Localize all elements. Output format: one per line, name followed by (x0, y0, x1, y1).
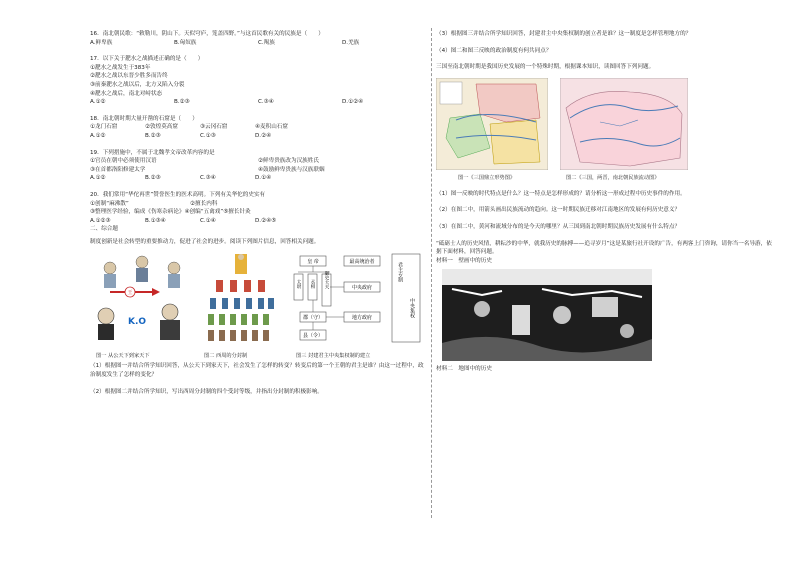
q18-item-2: ②敦煌莫高窟 (145, 124, 178, 131)
q17-choice-b: B.②③ (174, 99, 190, 106)
map-row (436, 78, 772, 181)
q20-choice-a: A.①②③ (90, 217, 111, 224)
q19-item-2: ②鲜卑贵族改为汉族姓氏 (258, 158, 319, 165)
q17-item-1: ①淝水之战发生于383年 (90, 64, 151, 71)
figure-3-caption: 图三 封建君主中央集权制的建立 (296, 353, 371, 360)
fig3-yushi: 御史大夫 (324, 271, 329, 290)
travel-intro: “砥砺士人的历史风情，耕耘沙的中华，就我历史的脉搏——追寻岁月”这是某旅行社开设的广告，有两客上门咨询，请你当一名导游，依据下面材料，回答问题。 (436, 240, 772, 256)
q17-item-2: ②淝水之战以东晋少胜多而告终 (90, 73, 168, 80)
fig3-chengxiang: 丞相 (310, 279, 315, 289)
fig3-taiwei: 太尉 (296, 279, 301, 289)
q19-item-4: ④鼓励鲜卑贵族与汉族联姻 (258, 166, 325, 173)
q16-option-d: D.羌族 (342, 39, 360, 46)
q19-item-1: ①官员在朝中必须使用汉语 (90, 158, 157, 165)
map-question-2: （2）在图二中，用箭头画出民族流动的趋向。这一时期民族迁移对江南地区的发展有何历史意义？ (436, 207, 681, 214)
q20-choice-b: B.①③④ (145, 217, 166, 224)
q20-choice-d: D.②④⑤ (255, 217, 277, 224)
map-question-1: （1）图一反映的时代特点是什么？这一特点是怎样形成的？请分析这一形成过程中历史事件的作用。 (436, 190, 686, 197)
intro-period: 三国至南北朝时期是我国历史发展的一个特殊时期，根据课本知识，读图回答下列问题。 (436, 64, 655, 71)
q16-option-c: C.羯族 (258, 39, 275, 46)
q17-item-4: ④淝水之战后，南北对峙状态 (90, 90, 163, 97)
figure-1-caption: 图一 从公天下到家天下 (96, 353, 150, 360)
figure-1-ko-text: K.O (128, 317, 147, 328)
map-1-caption: 图一《三国鼎立形势图》 (458, 174, 516, 181)
q17-item-3: ③前秦淝水之战以后，北方又陷入分裂 (90, 81, 185, 88)
three-kingdoms-map (436, 78, 548, 170)
mural-image (442, 269, 652, 361)
fig3-side2: 中央集权 (409, 298, 415, 319)
q19-choice-a: A.①② (90, 175, 106, 182)
q20-item-3-4-5 (90, 208, 426, 217)
right-column (436, 30, 772, 374)
mural-photo (442, 269, 652, 361)
q19-choice-c: C.③④ (200, 175, 216, 182)
subquestion-4: （4）图二和图三反映的政治制度有何共同点？ (436, 47, 552, 54)
q17-stem: 17．以下关于淝水之战描述正确的是（ ） (90, 56, 204, 63)
q20-items-row1 (90, 200, 290, 209)
q18-item-3: ③云冈石窟 (200, 124, 228, 131)
map-question-3: （3）在图二中，黄河和流域分布的是今天的哪里？从三国到南北朝时期民族历史发展有什么特点？ (436, 223, 681, 230)
fig3-jun: 郡（守） (302, 315, 324, 322)
q19-choice-d: D.①④ (255, 175, 272, 182)
q20-item-1: ①创制“麻沸散” (90, 200, 129, 207)
q18-choice-b: B.②③ (145, 132, 161, 139)
q19-stem: 19．下列措施中，不属于北魏孝文帝改革内容的是 (90, 149, 215, 156)
fig3-central: 中央政府 (351, 285, 373, 292)
subquestion-2: （2）根据图二并结合所学知识，写出西周分封制的四个受封等级，并指出分封制的积极影响。 (90, 388, 323, 395)
q17-choice-d: D.①②④ (342, 99, 364, 106)
comprehensive-intro: 制度创新是社会转型的重要推动力，促进了社会的进步。阅读下列图片信息，回答相关问题。 (90, 238, 320, 245)
map-2-caption: 图二《三国，两晋，南北朝民族流动图》 (566, 174, 660, 181)
q20-item-2: ②擅长内科 (190, 200, 218, 207)
fig3-emperor: 皇 帝 (307, 259, 319, 266)
left-column (90, 30, 426, 396)
q16-stem: 16．南北朝民歌：“敕勒川，阴山下。天似穹庐，笼盖四野。”与这首民歌有关的民族是（ ） (90, 31, 324, 37)
q16-option-b: B.匈奴族 (174, 39, 197, 46)
figure-row (90, 252, 426, 360)
figure-1-illustration (92, 252, 192, 344)
fig3-local: 地方政府 (351, 315, 373, 322)
subquestion-1: （1）根据图一并结合所学知识回答，从公天下到家天下，社会发生了怎样的转变？转变后的第一个王朝的君主是谁？由这一过程中，政治制度发生了怎样的变化？ (90, 363, 424, 379)
q18-stem: 18．南北朝时期大量开凿的石窟是（ ） (90, 115, 198, 122)
q20-choice-c: C.①④ (200, 217, 216, 224)
fig3-side1: 君主专制 (397, 262, 403, 283)
q18-item-1: ①龙门石窟 (90, 124, 118, 131)
q18-item-4: ④麦积山石窟 (255, 124, 288, 131)
migration-map (560, 78, 688, 170)
q18-choice-a: A.①② (90, 132, 106, 139)
q17-choices (90, 98, 426, 107)
material-1-label: 材料一 壁画中的历史 (436, 257, 492, 264)
q17-choice-a: A.①② (90, 99, 106, 106)
q20-item-4: ④创编“五禽戏” (184, 209, 224, 216)
q18-items (90, 123, 310, 132)
figure-2-illustration (202, 252, 280, 344)
q18-choice-d: D.②④ (255, 132, 272, 139)
column-divider (431, 28, 432, 518)
fig3-xian: 县（令） (302, 333, 324, 340)
q20-choices (90, 217, 310, 226)
figure-1-king-char: 王 (127, 290, 133, 297)
q19-choice-b: B.②③ (145, 175, 161, 182)
q17-choice-c: C.③④ (258, 99, 274, 106)
material-2-label: 材料二 地图中的历史 (436, 366, 492, 373)
q16-options (90, 39, 426, 48)
q20-stem: 20．我们常用“华佗再世”赞誉医生的医术高明。下列有关华佗的史实有 (90, 191, 266, 198)
q16-option-a: A.鲜卑族 (90, 39, 113, 46)
figure-2-caption: 图二 西周的分封制 (204, 353, 248, 360)
subquestion-3: （3）根据图三并结合所学知识回答，封建君主中央集权制的创立者是谁？这一制度是怎样管理地方的？ (436, 31, 692, 37)
q19-item-3: ③在首都洛阳修建太学 (90, 166, 146, 173)
figure-3-diagram (292, 252, 424, 344)
q18-choice-c: C.①③ (200, 132, 216, 139)
section-heading: 二、综合题 (90, 226, 118, 233)
q18-choices (90, 132, 310, 141)
q19-items-row1 (90, 157, 426, 166)
q20-item-5: ⑤擅长针灸 (223, 209, 251, 216)
q19-items-row2 (90, 166, 426, 175)
q20-item-3: ③整理医学经验，编成《伤寒杂病论》 (90, 209, 185, 216)
fig3-top: 最高统治者 (349, 259, 375, 266)
q19-choices (90, 174, 310, 183)
